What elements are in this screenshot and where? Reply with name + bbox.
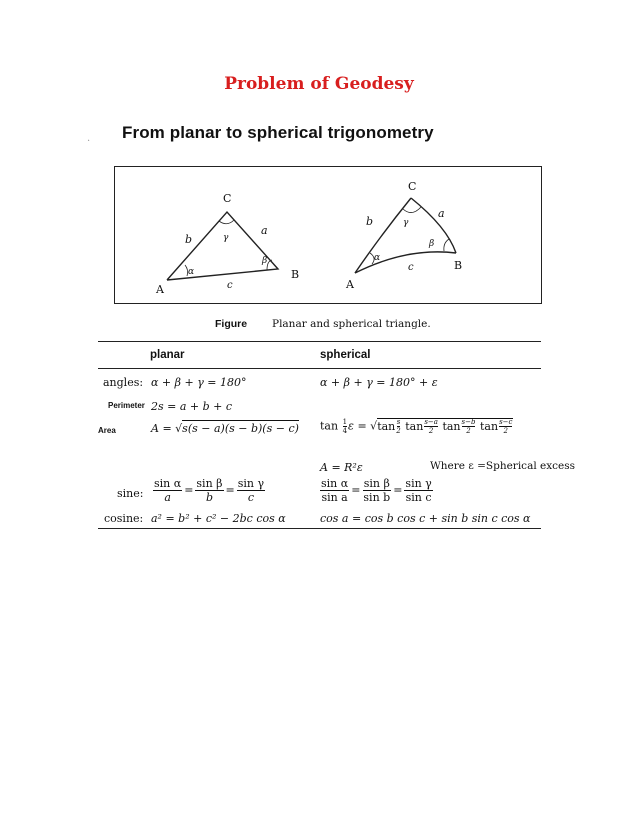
spherical-angle-beta: β [429, 239, 435, 249]
figure-caption-label: Figure [215, 318, 248, 330]
spherical-angle-alpha: α [374, 253, 381, 263]
column-header-spherical: spherical [320, 349, 371, 361]
sph-lhs-eq: ε = [348, 419, 367, 433]
spherical-side-c: c [408, 262, 414, 273]
cosine-planar-formula: a² = b² + c² − 2bc cos α [151, 512, 286, 525]
planar-side-b: b [185, 233, 193, 246]
row-label-cosine: cosine: [104, 512, 144, 525]
bullet-mark: . [87, 133, 91, 144]
planar-vertex-A: A [156, 283, 164, 296]
table-top-rule [98, 341, 541, 342]
sph-lhs-fraction: $\frac{1}{4}$ [342, 418, 348, 435]
row-label-angles: angles: [103, 376, 144, 389]
row-label-area: Area [98, 426, 116, 435]
perimeter-planar-formula: 2s = a + b + c [151, 400, 233, 413]
planar-side-c: c [227, 280, 233, 291]
spherical-angle-gamma: γ [403, 218, 409, 228]
sqrt-sign: √ [175, 422, 183, 435]
planar-angle-beta: β [262, 256, 268, 266]
area-planar-lhs: A = [151, 422, 176, 435]
area-spherical-formula [320, 418, 513, 435]
page-title: Problem of Geodesy [224, 74, 414, 94]
spherical-vertex-A: A [346, 278, 354, 291]
table-header-rule [98, 368, 541, 369]
area-planar-radicand: s(s − a)(s − b)(s − c) [182, 422, 299, 435]
sine-spherical-formula: $\frac{\text{sin α}}{\text{sin a}}$ = $\frac{\text{sin β}}{\text{sin b}}$ = $\frac{\text{sin γ}}{\text{sin c}}$ [321, 477, 432, 504]
row-label-perimeter: Perimeter [108, 401, 145, 410]
table-bottom-rule [98, 528, 541, 529]
spherical-vertex-C: C [408, 180, 417, 193]
sqrt-sign-spherical: √ [370, 419, 378, 433]
sph-radicand: tan $\frac{s}{2}$ tan $\frac{s-a}{2}$ tan $\frac{s-b}{2}$ tan $\frac{s-c}{2}$ [377, 418, 513, 435]
angles-planar-formula: α + β + γ = 180° [151, 376, 247, 389]
planar-vertex-B: B [291, 268, 300, 281]
planar-side-a: a [261, 224, 268, 237]
spherical-side-b: b [366, 215, 374, 228]
spherical-gamma-arc [403, 207, 421, 213]
spherical-excess-note: Where ε =Spherical excess [430, 460, 576, 472]
figure-caption-text: Planar and spherical triangle. [272, 318, 431, 330]
spherical-side-c-curve [355, 252, 456, 273]
sine-planar-formula: $\frac{\text{sin α}}{a}$ = $\frac{\text{sin β}}{b}$ = $\frac{\text{sin γ}}{c}$ [154, 477, 265, 504]
spherical-side-a: a [438, 207, 445, 220]
planar-vertex-C: C [223, 192, 232, 205]
sph-lhs-tan: tan [320, 419, 339, 433]
figure-box [114, 166, 542, 304]
planar-gamma-arc [219, 220, 234, 224]
spherical-vertex-B: B [454, 259, 463, 272]
planar-triangle [167, 212, 278, 280]
spherical-beta-arc [444, 239, 449, 251]
section-subtitle: From planar to spherical trigonometry [122, 123, 434, 142]
angles-spherical-formula: α + β + γ = 180° + ε [320, 376, 438, 389]
row-label-sine: sine: [117, 487, 144, 500]
triangle-figure [115, 167, 541, 303]
planar-angle-gamma: γ [223, 233, 229, 243]
spherical-area-formula: A = R²ε [320, 461, 363, 474]
area-planar-formula [151, 422, 299, 435]
planar-angle-alpha: α [188, 267, 195, 277]
column-header-planar: planar [150, 349, 185, 361]
cosine-spherical-formula: cos a = cos b cos c + sin b sin c cos α [320, 512, 531, 525]
